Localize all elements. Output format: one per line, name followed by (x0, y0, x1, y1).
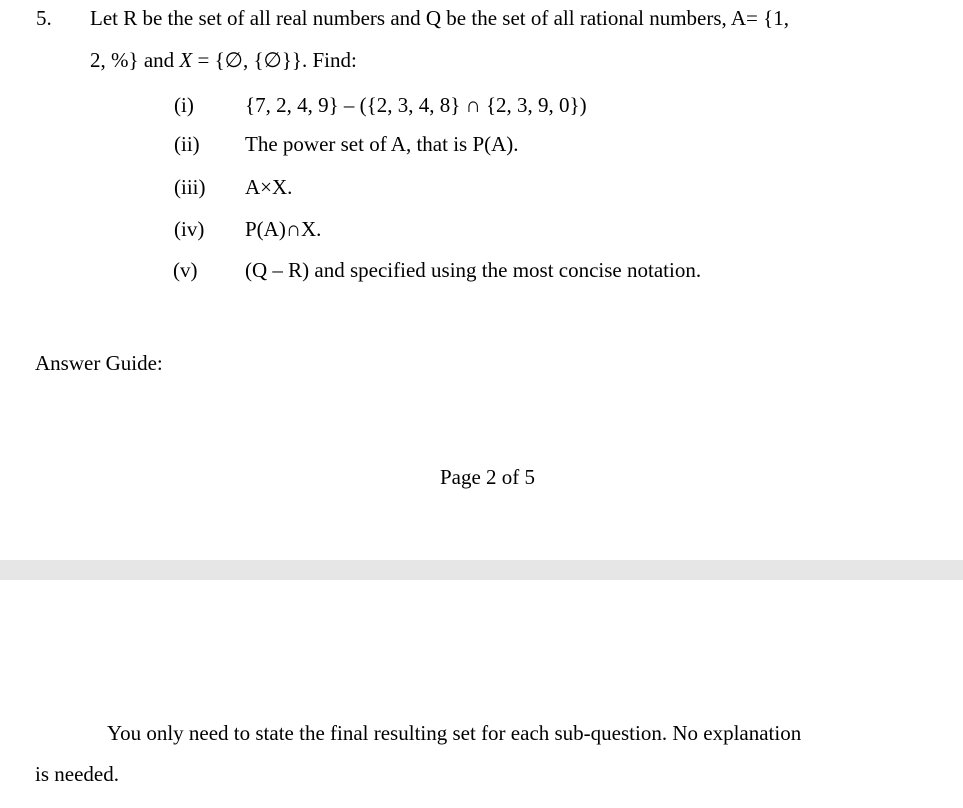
subquestion-label: (v) (173, 258, 198, 282)
question-text-line-2 (90, 47, 357, 73)
instruction-note-line-2: is needed. (35, 762, 119, 786)
answer-guide-heading: Answer Guide: (35, 351, 163, 375)
subquestion-text: A×X. (245, 175, 293, 199)
instruction-note-line-1: You only need to state the final resulting set for each sub-question. No explanation (107, 721, 802, 745)
subquestion-label: (ii) (174, 132, 200, 156)
subquestion-text: {7, 2, 4, 9} – ({2, 3, 4, 8} ∩ {2, 3, 9, 0}) (245, 93, 587, 117)
subquestion-text: (Q – R) and specified using the most concise notation. (245, 258, 702, 282)
page-number-footer: Page 2 of 5 (439, 465, 536, 489)
question-text-line-1: Let R be the set of all real numbers and Q be the set of all rational numbers, A= {1, (90, 6, 789, 30)
question-number: 5. (36, 6, 52, 30)
subquestion-text: The power set of A, that is P(A). (245, 132, 519, 156)
question-text-line-2-start: 2, %} and (90, 48, 180, 72)
set-x-variable: X (179, 48, 193, 72)
subquestion-text: P(A)∩X. (245, 217, 322, 241)
subquestion-label: (i) (174, 93, 194, 117)
subquestion-label: (iv) (174, 217, 205, 241)
question-text-line-2-end: = {∅, {∅}}. Find: (192, 48, 357, 72)
document-page-3 (0, 580, 963, 808)
subquestion-label: (iii) (174, 175, 206, 199)
page-separator (0, 560, 963, 580)
